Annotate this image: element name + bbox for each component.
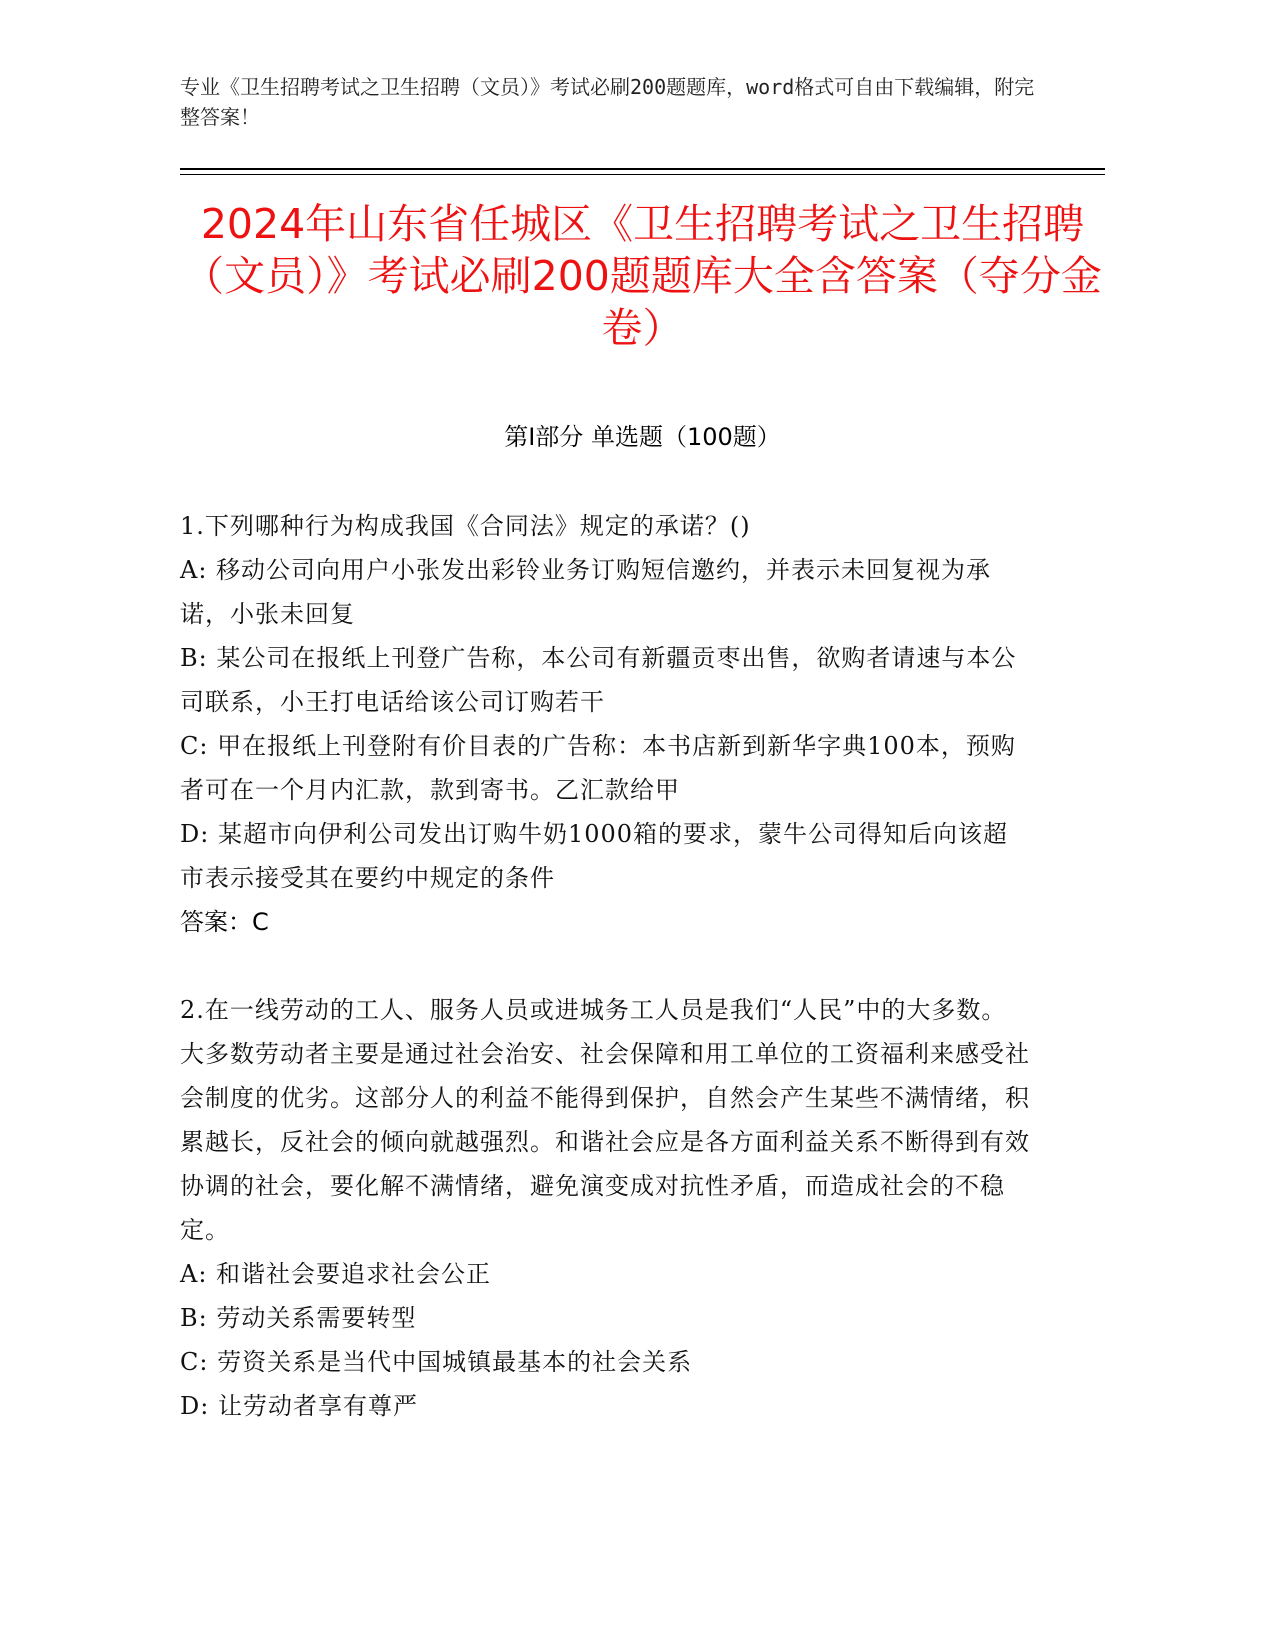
option-d: D: 让劳动者享有尊严 — [180, 1392, 418, 1420]
question-list — [180, 504, 1030, 1472]
section-title: 第Ⅰ部分 单选题（100题） — [504, 423, 781, 451]
question-answer: 答案：C — [180, 908, 269, 936]
option-c: C: 甲在报纸上刊登附有价目表的广告称：本书店新到新华字典100本，预购者可在一个月内汇款，款到寄书。乙汇款给甲 — [180, 732, 1016, 804]
option-a: A: 和谐社会要追求社会公正 — [180, 1260, 492, 1288]
header-rule-thin — [180, 174, 1105, 175]
question-1 — [180, 504, 1030, 944]
question-stem: 1.下列哪种行为构成我国《合同法》规定的承诺？() — [180, 512, 751, 540]
option-d: D: 某超市向伊利公司发出订购牛奶1000箱的要求，蒙牛公司得知后向该超市表示接受其在要约中规定的条件 — [180, 820, 1009, 892]
option-a: A: 移动公司向用户小张发出彩铃业务订购短信邀约，并表示未回复视为承诺，小张未回复 — [180, 556, 992, 628]
header-rule-thick — [180, 168, 1105, 170]
option-b: B: 劳动关系需要转型 — [180, 1304, 417, 1332]
option-c: C: 劳资关系是当代中国城镇最基本的社会关系 — [180, 1348, 693, 1376]
option-b: B: 某公司在报纸上刊登广告称，本公司有新疆贡枣出售，欲购者请速与本公司联系，小王打电话给该公司订购若干 — [180, 644, 1017, 716]
question-2 — [180, 988, 1030, 1428]
question-stem: 2.在一线劳动的工人、服务人员或进城务工人员是我们“人民”中的大多数。大多数劳动者主要是通过社会治安、社会保障和用工单位的工资福利来感受社会制度的优劣。这部分人的利益不能得到保护，自然会产生某些不满情绪，积累越长，反社会的倾向就越强烈。和谐社会应是各方面利益关系不断得到有效协调的社会，要化解不满情绪，避免演变成对抗性矛盾，而造成社会的不稳定。 — [180, 996, 1030, 1244]
document-title: 2024年山东省任城区《卫生招聘考试之卫生招聘（文员）》考试必刷200题题库大全含答案（夺分金卷） — [183, 200, 1102, 352]
header-note: 专业《卫生招聘考试之卫生招聘（文员）》考试必刷200题题库，word格式可自由下载编辑，附完整答案！ — [180, 75, 1035, 129]
